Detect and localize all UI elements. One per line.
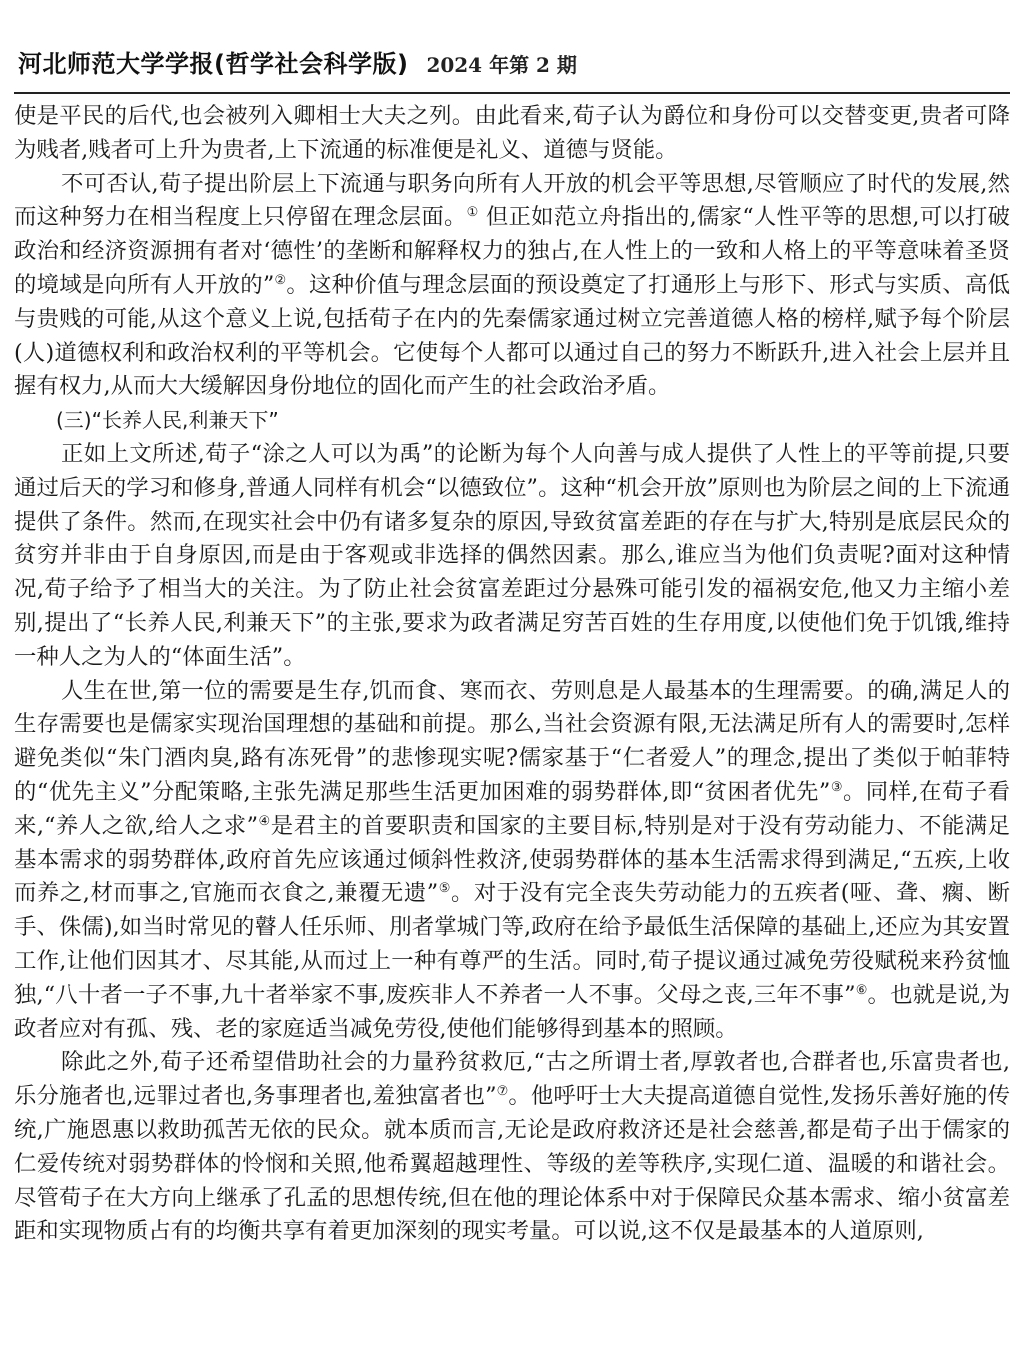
paragraph-text: 人生在世,第一位的需要是生存,饥而食、寒而衣、劳则息是人最基本的生理需要。的确,满足人的生存需要也是儒家实现治国理想的基础和前提。那么,当社会资源有限,无法满足所有人的需要时,怎样避免类似“朱门酒肉臭,路有冻死骨”的悲惨现实呢?儒家基于“仁者爱人”的理念,提出了类似于帕菲特的“优先主义”分配策略,主张先满足那些生活更加困难的弱势群体,即“贫困者优先” <box>14 677 1010 805</box>
paragraph-text: 。同样,在荀子看来,“养人之欲,给人之求” <box>14 778 1011 839</box>
body-paragraph <box>14 168 1010 405</box>
footnote-marker[interactable]: ② <box>274 272 287 288</box>
paragraph-text: 。对于没有完全丧失劳动能力的五疾者(哑、聋、瘸、断手、侏儒),如当时常见的瞽人任乐师、刖者掌城门等,政府在给予最低生活保障的基础上,还应为其安置工作,让他们因其才、尽其能,从而过上一种有尊严的生活。同时,荀子提议通过减免劳役赋税来矜贫恤独,“八十者一子不事,九十者举家不事,废疾非人不养者一人不事。父母之丧,三年不事” <box>14 880 1010 1008</box>
footnote-marker[interactable]: ① <box>466 205 479 221</box>
article-body <box>14 100 1010 1249</box>
section-subheading <box>14 404 1010 438</box>
running-header <box>14 44 1010 79</box>
paragraph-text: 使是平民的后代,也会被列入卿相士大夫之列。由此看来,荀子认为爵位和身份可以交替变更,贵者可降为贱者,贱者可上升为贵者,上下流通的标准便是礼义、道德与贤能。 <box>14 103 1010 163</box>
paragraph-text: (三)“长养人民,利兼天下” <box>56 408 279 433</box>
body-paragraph <box>14 438 1010 675</box>
paragraph-text: 。这种价值与理念层面的预设奠定了打通形上与形下、形式与实质、高低与贵贱的可能,从这个意义上说,包括荀子在内的先秦儒家通过树立完善道德人格的榜样,赋予每个阶层(人)道德权利和政治权利的平等机会。它使每个人都可以通过自己的努力不断跃升,进入社会上层并且握有权力,从而大大缓解因身份地位的固化而产生的社会政治矛盾。 <box>14 271 1011 400</box>
paragraph-text: 不可否认,荀子提出阶层上下流通与职务向所有人开放的机会平等思想,尽管顺应了时代的发展,然而这种努力在相当程度上只停留在理念层面。 <box>14 170 1010 231</box>
header-rule <box>14 92 1010 94</box>
footnote-marker[interactable]: ⑦ <box>496 1084 509 1100</box>
footnote-marker[interactable]: ③ <box>830 779 843 795</box>
footnote-marker[interactable]: ④ <box>258 813 271 829</box>
paragraph-text: 正如上文所述,荀子“涂之人可以为禹”的论断为每个人向善与成人提供了人性上的平等前提,只要通过后天的学习和修身,普通人同样有机会“以德致位”。这种“机会开放”原则也为阶层之间的上下流通提供了条件。然而,在现实社会中仍有诸多复杂的原因,导致贫富差距的存在与扩大,特别是底层民众的贫穷并非由于自身原因,而是由于客观或非选择的偶然因素。那么,谁应当为他们负责呢?面对这种情况,荀子给予了相当大的关注。为了防止社会贫富差距过分悬殊可能引发的福祸安危,他又力主缩小差别,提出了“长养人民,利兼天下”的主张,要求为政者满足穷苦百姓的生存用度,以使他们免于饥饿,维持一种人之为人的“体面生活”。 <box>14 440 1010 670</box>
journal-title: 河北师范大学学报(哲学社会科学版) <box>18 50 409 78</box>
paragraph-text: 除此之外,荀子还希望借助社会的力量矜贫救厄,“古之所谓士者,厚敦者也,合群者也,乐富贵者也,乐分施者也,远罪过者也,务事理者也,羞独富者也” <box>14 1049 1010 1110</box>
body-paragraph <box>14 1046 1010 1249</box>
footnote-marker[interactable]: ⑥ <box>855 982 868 998</box>
paragraph-text: 。也就是说,为政者应对有孤、残、老的家庭适当减免劳役,使他们能够得到基本的照顾。 <box>14 981 1010 1042</box>
paragraph-text: 是君主的首要职责和国家的主要目标,特别是对于没有劳动能力、不能满足基本需求的弱势群体,政府首先应该通过倾斜性救济,使弱势群体的基本生活需求得到满足,“五疾,上收而养之,材而事之,官施而衣食之,兼覆无遗” <box>14 812 1010 907</box>
paragraph-text: 但正如范立舟指出的,儒家“人性平等的思想,可以打破政治和经济资源拥有者对‘德性’的垄断和解释权力的独占,在人性上的一致和人格上的平等意味着圣贤的境域是向所有人开放的” <box>14 204 1011 298</box>
issue-label: 2024 年第 2 期 <box>426 53 577 77</box>
body-paragraph <box>14 100 1010 168</box>
body-paragraph <box>14 675 1010 1047</box>
paragraph-text: 。他呼吁士大夫提高道德自觉性,发扬乐善好施的传统,广施恩惠以救助孤苦无依的民众。就本质而言,无论是政府救济还是社会慈善,都是荀子出于儒家的仁爱传统对弱势群体的怜悯和关照,他希翼超越理性、等级的差等秩序,实现仁道、温暖的和谐社会。尽管荀子在大方向上继承了孔孟的思想传统,但在他的理论体系中对于保障民众基本需求、缩小贫富差距和实现物质占有的均衡共享有着更加深刻的现实考量。可以说,这不仅是最基本的人道原则, <box>14 1083 1010 1245</box>
footnote-marker[interactable]: ⑤ <box>438 881 451 897</box>
